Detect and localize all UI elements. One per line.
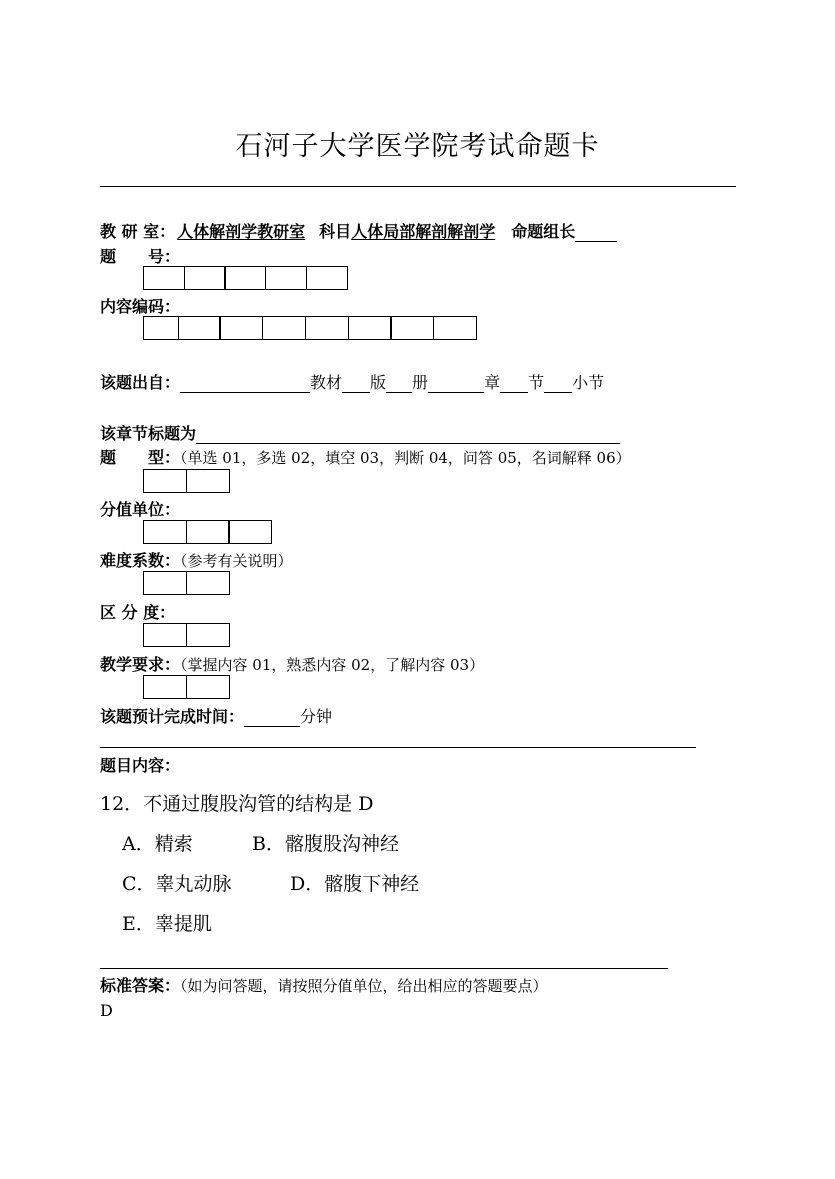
title-divider [100,186,736,187]
difficulty-boxes [143,571,230,595]
question-type-note: （单选 01，多选 02，填空 03，判断 04，问答 05，名词解释 06） [180,449,631,467]
content-code-box[interactable] [219,316,263,340]
difficulty-row [100,548,293,571]
content-code-box[interactable] [305,316,349,340]
chapter-title-label: 该章节标题为 [100,424,197,443]
answer-label: 标准答案： [100,976,181,995]
question-type-boxes [143,469,230,493]
chapter-title-blank[interactable] [196,425,620,444]
score-unit-box[interactable] [143,520,187,544]
edition-label: 版 [370,373,387,392]
time-unit: 分钟 [300,707,333,726]
source-row [100,370,604,393]
teaching-office-row [100,219,617,242]
discrimination-boxes [143,623,230,647]
subsection-label: 小节 [572,373,605,392]
question-stem: 12．不通过腹股沟管的结构是 D [100,793,374,815]
content-code-box[interactable] [262,316,306,340]
subsection-blank[interactable] [544,374,572,393]
requirement-row [100,652,484,675]
content-divider [100,747,696,748]
time-label: 该题预计完成时间： [100,707,245,726]
question-number-box[interactable] [306,266,348,290]
content-code-boxes [143,316,477,340]
question-number-box[interactable] [184,266,226,290]
option-c: C．睾丸动脉 [122,873,232,895]
difficulty-box[interactable] [186,571,230,595]
question-number-boxes [143,266,348,290]
discrimination-box[interactable] [186,623,230,647]
question-number-label: 题 号： [100,247,181,266]
question-type-box[interactable] [143,469,187,493]
content-code-box[interactable] [348,316,392,340]
content-code-label: 内容编码： [100,297,181,316]
requirement-boxes [143,675,230,699]
source-blank[interactable] [180,374,310,393]
option-e: E．睾提肌 [122,913,212,935]
content-label: 题目内容： [100,756,181,775]
difficulty-label: 难度系数： [100,551,181,570]
chapter-blank[interactable] [428,374,484,393]
content-code-box[interactable] [433,316,477,340]
answer-divider [100,968,668,969]
requirement-note: （掌握内容 01，熟悉内容 02，了解内容 03） [180,656,485,674]
difficulty-box[interactable] [143,571,187,595]
question-number-box[interactable] [265,266,307,290]
source-label: 该题出自： [100,373,181,392]
question-type-label: 题 型： [100,448,181,467]
question-type-box[interactable] [186,469,230,493]
answer-value: D [100,1001,113,1020]
option-b: B．髂腹股沟神经 [252,833,399,855]
teaching-office-label: 教 研 室： [100,222,176,241]
section-label: 节 [528,373,545,392]
content-code-box[interactable] [390,316,434,340]
content-code-box[interactable] [178,316,221,340]
chapter-title-row [100,421,620,444]
question-number-box[interactable] [224,266,266,290]
score-unit-box[interactable] [186,520,230,544]
option-d: D．髂腹下神经 [290,873,420,895]
answer-note: （如为问答题，请按照分值单位，给出相应的答题要点） [180,977,548,995]
discrimination-label: 区 分 度： [100,603,176,622]
time-row [100,704,332,727]
option-a: A．精索 [122,833,193,855]
group-leader-label: 命题组长 [511,222,576,241]
content-code-box[interactable] [143,316,179,340]
teaching-office-value: 人体解剖学教研室 [177,222,306,241]
chapter-label: 章 [484,373,501,392]
requirement-label: 教学要求： [100,655,181,674]
score-unit-label: 分值单位： [100,500,181,519]
requirement-box[interactable] [186,675,230,699]
section-blank[interactable] [500,374,528,393]
volume-blank[interactable] [386,374,412,393]
question-type-row [100,445,631,468]
time-blank[interactable] [244,708,300,727]
textbook-label: 教材 [310,373,343,392]
discrimination-box[interactable] [143,623,187,647]
subject-value: 人体局部解剖解剖学 [351,222,496,241]
requirement-box[interactable] [143,675,187,699]
answer-row [100,973,548,996]
group-leader-blank[interactable] [575,223,617,242]
score-unit-box[interactable] [228,520,272,544]
page-title: 石河子大学医学院考试命题卡 [235,131,600,162]
difficulty-note: （参考有关说明） [180,552,293,570]
subject-label: 科目 [319,222,352,241]
question-number-box[interactable] [143,266,185,290]
volume-label: 册 [412,373,429,392]
score-unit-boxes [143,520,272,544]
edition-blank[interactable] [342,374,370,393]
